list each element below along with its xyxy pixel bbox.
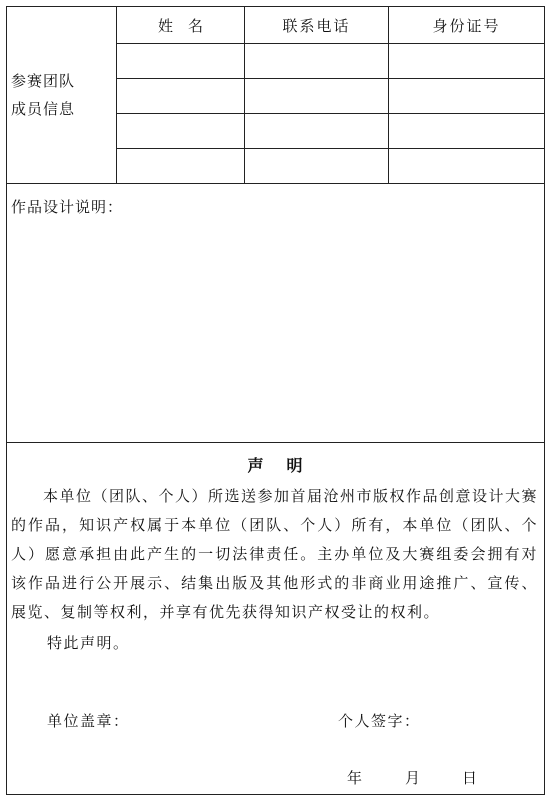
date-month-label: 月	[405, 769, 421, 787]
member-id-field[interactable]	[389, 114, 545, 149]
member-phone-field[interactable]	[245, 79, 389, 114]
declaration-body: 本单位（团队、个人）所选送参加首届沧州市版权作品创意设计大赛的作品，知识产权属于本单位（团队、个人）所有，本单位（团队、个人）愿意承担由此产生的一切法律责任。主办单位及大赛组委会拥有对该作品进行公开展示、结集出版及其他形式的非商业用途推广、宣传、展览、复制等权利，并享有优先获得知识产权受让的权利。	[11, 487, 539, 621]
declaration-title-char1: 声	[247, 456, 265, 475]
design-description-row	[7, 184, 545, 443]
member-name-field[interactable]	[117, 149, 245, 184]
team-label-line2: 成员信息	[11, 100, 76, 118]
member-id-field[interactable]	[389, 79, 545, 114]
phone-column-header: 联系电话	[245, 7, 389, 44]
member-phone-field[interactable]	[245, 114, 389, 149]
team-label-line1: 参赛团队	[11, 72, 76, 90]
team-header-row	[7, 7, 545, 44]
member-name-field[interactable]	[117, 114, 245, 149]
member-name-field[interactable]	[117, 79, 245, 114]
member-phone-field[interactable]	[245, 44, 389, 79]
member-id-field[interactable]	[389, 149, 545, 184]
declaration-row	[7, 443, 545, 795]
id-number-column-header: 身份证号	[389, 7, 545, 44]
declaration-closing: 特此声明。	[47, 634, 130, 652]
declaration-cell	[7, 443, 545, 795]
member-phone-field[interactable]	[245, 149, 389, 184]
design-description-label: 作品设计说明：	[11, 198, 124, 216]
date-year-label: 年	[347, 769, 363, 787]
name-column-header: 姓 名	[117, 7, 245, 44]
member-id-field[interactable]	[389, 44, 545, 79]
team-member-label-cell	[7, 7, 117, 184]
member-name-field[interactable]	[117, 44, 245, 79]
registration-form	[6, 6, 544, 804]
unit-seal-label: 单位盖章：	[47, 712, 130, 730]
form-table	[6, 6, 545, 795]
declaration-title	[7, 453, 544, 476]
declaration-title-char2: 明	[286, 456, 304, 475]
date-day-label: 日	[462, 769, 478, 787]
personal-signature-label: 个人签字：	[338, 712, 421, 730]
design-description-cell[interactable]	[7, 184, 545, 443]
